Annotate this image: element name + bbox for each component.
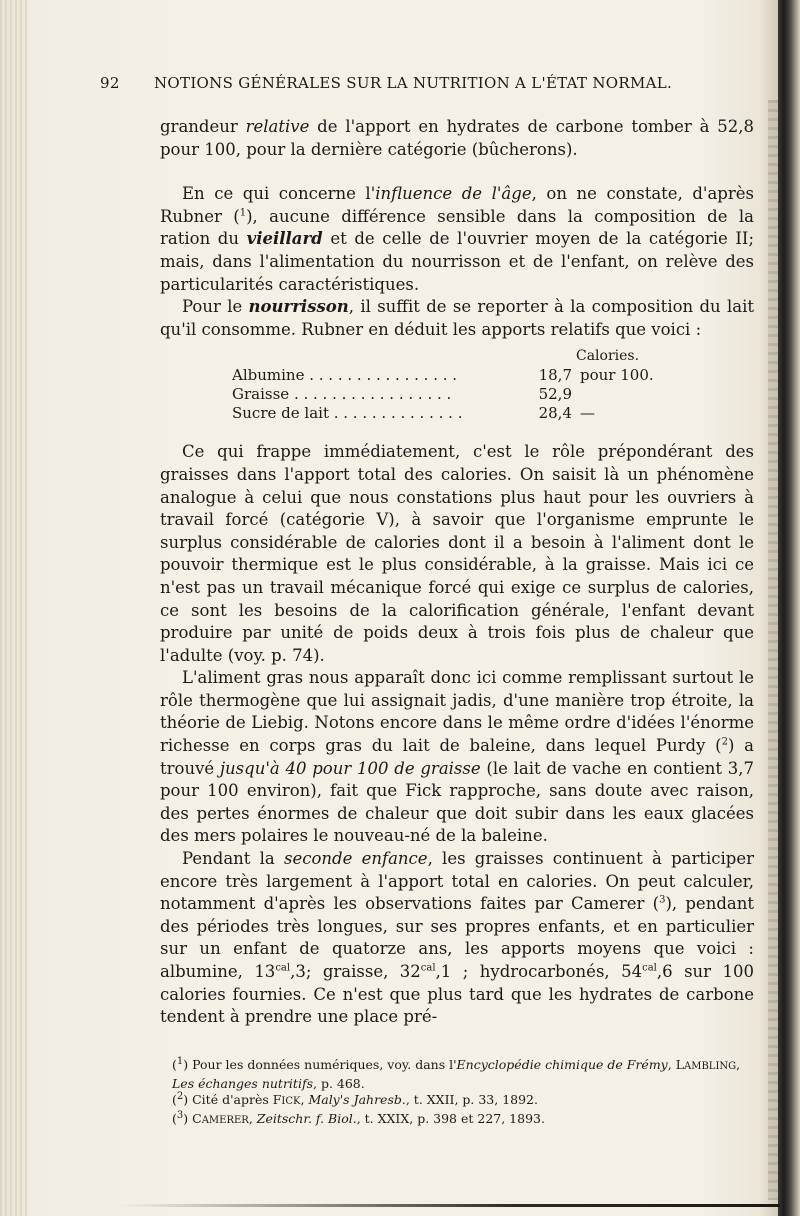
footnote: ($^2$) Cité d'après FICK, Maly's Jahresb., t. XXII, p. 33, 1892.	[172, 1090, 538, 1107]
calories-table	[160, 347, 754, 423]
table-row	[160, 366, 754, 385]
body-text	[160, 116, 754, 1029]
paragraphs-before-table	[160, 116, 754, 341]
paragraph: Pendant la seconde enfance, les graisses continuent à participer encore très largement à l'apport total en calories. On peut calculer, notamment d'après les observations faites par Camerer ($^3$), pendant des périodes très longues, sur ses propres enfants, et en particulier sur un enfant de quatorze ans, les apports moyens que voici : albumine, $13^{cal},3$; graisse, $32^{cal},1$ ; hydrocarbonés, $54^{cal},6$ sur 100 calories fournies. Ce n'est que plus tard que les hydrates de carbone tendent à prendre une place pré-	[160, 849, 754, 1027]
footnotes	[172, 1057, 762, 1129]
footnote: ($^3$) CAMERER, Zeitschr. f. Biol., t. XXIX, p. 398 et 227, 1893.	[172, 1109, 545, 1126]
paragraph: L'aliment gras nous apparaît donc ici comme remplissant surtout le rôle thermogène que lui assignait jadis, d'une manière trop étroite, la théorie de Liebig. Notons encore dans le même ordre d'idées l'énorme richesse en corps gras du lait de baleine, dans lequel Purdy ($^2$) a trouvé jusqu'à 40 pour 100 de graisse (le lait de vache en contient 3,7 pour 100 environ), fait que Fick rapproche, sans doute avec raison, des pertes énormes de chaleur que doit subir dans les eaux glacées des mers polaires le nouveau-né de la baleine.	[160, 668, 754, 846]
calories-table-header: Calories.	[576, 348, 640, 365]
page-edge-shadow	[768, 100, 778, 1200]
paragraphs-after-table	[160, 441, 754, 1028]
paragraph: En ce qui concerne l'influence de l'âge, on ne constate, d'après Rubner ($^1$), aucune différence sensible dans la composition de la ration du vieillard et de celle de l'ouvrier moyen de la catégorie II; mais, dans l'alimentation du nourrisson et de l'enfant, on relève des particularités caractéristiques.	[160, 184, 755, 294]
row-unit: —	[580, 404, 595, 423]
row-name: Albumine . . . . . . . . . . . . . . . .	[232, 366, 458, 385]
paragraph: Pour le nourrisson, il suffit de se reporter à la composition du lait qu'il consomme. Rubner en déduit les apports relatifs que voici :	[160, 297, 754, 339]
page-left-gutter	[0, 0, 28, 1216]
table-row	[160, 385, 754, 404]
paragraph: Ce qui frappe immédiatement, c'est le rôle prépondérant des graisses dans l'apport total des calories. On saisit là un phénomène analogue à celui que nous constations plus haut pour les ouvriers à travail forcé (catégorie V), à savoir que l'organisme emprunte le surplus considérable de calories dont il a besoin à l'aliment dont le pouvoir thermique est le plus considérable, à la graisse. Mais ici ce n'est pas un travail mécanique forcé qui exige ce surplus de calories, ce sont les besoins de la calorification générale, l'enfant devant produire par unité de poids deux à trois fois plus de chaleur que l'adulte (voy. p. 74).	[160, 442, 754, 665]
row-unit: pour 100.	[580, 366, 654, 385]
paragraph: grandeur relative de l'apport en hydrates de carbone tomber à 52,8 pour 100, pour la dernière catégorie (bûcherons).	[160, 117, 755, 159]
page-right-binding	[778, 0, 800, 1216]
row-unit	[572, 385, 580, 404]
running-title: NOTIONS GÉNÉRALES SUR LA NUTRITION A L'ÉTAT NORMAL.	[154, 74, 673, 92]
row-name: Graisse . . . . . . . . . . . . . . . . .	[232, 385, 452, 404]
row-value: 52,9	[538, 385, 572, 404]
page-number: 92	[100, 74, 120, 92]
row-name: Sucre de lait . . . . . . . . . . . . . .	[232, 404, 463, 423]
bottom-scan-line	[120, 1204, 780, 1207]
table-row	[160, 404, 754, 423]
row-value: 28,4	[538, 404, 572, 423]
row-value: 18,7	[538, 366, 572, 385]
footnote: ($^1$) Pour les données numériques, voy. dans l'Encyclopédie chimique de Frémy, LAMBLING, Les échanges nutritifs, p. 468.	[172, 1055, 741, 1091]
